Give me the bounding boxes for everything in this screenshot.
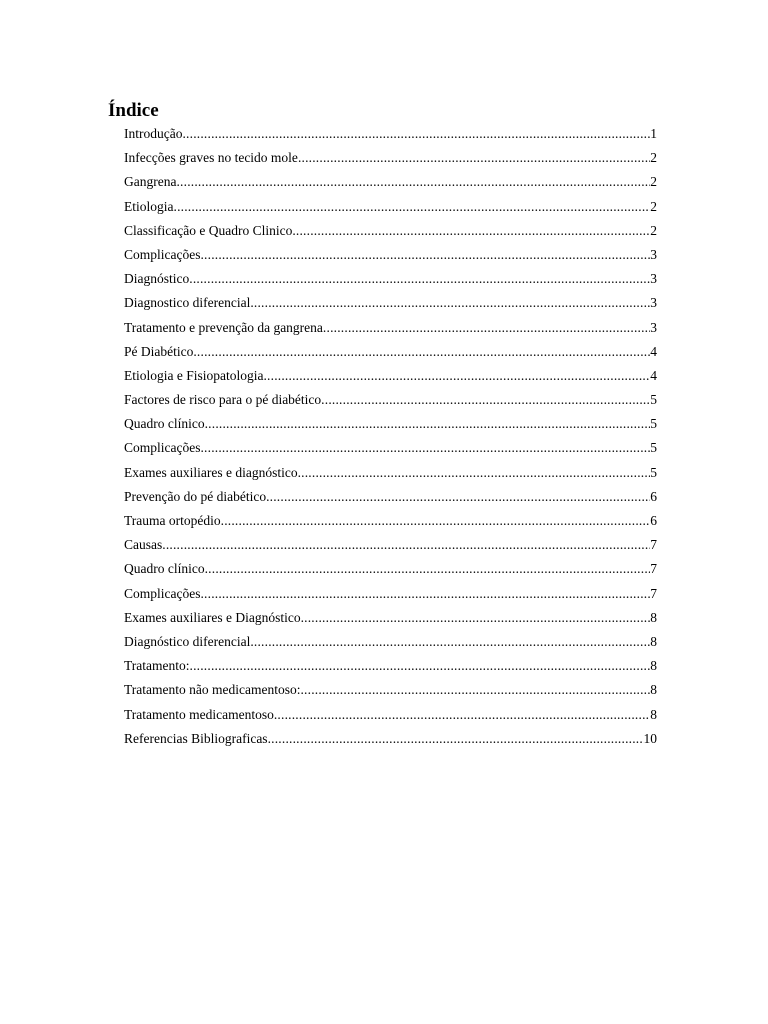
- toc-entry-label: Gangrena: [124, 174, 177, 190]
- toc-dot-leader: [182, 122, 650, 146]
- toc-entry-label: Complicações: [124, 585, 201, 601]
- toc-entry-page-number: 3: [650, 319, 657, 335]
- toc-dot-leader: [193, 340, 650, 364]
- toc-entry-label: Exames auxiliares e Diagnóstico: [124, 609, 301, 625]
- toc-entry[interactable]: [124, 606, 657, 630]
- toc-dot-leader: [301, 606, 651, 630]
- toc-entry-label: Factores de risco para o pé diabético: [124, 392, 322, 408]
- toc-dot-leader: [205, 412, 651, 436]
- toc-entry[interactable]: [124, 727, 657, 751]
- toc-dot-leader: [162, 533, 650, 557]
- toc-entry-page-number: 6: [650, 513, 657, 528]
- toc-entry-page-number: 8: [650, 609, 657, 625]
- toc-entry[interactable]: [124, 340, 657, 364]
- toc-entry-page-number: 1: [650, 126, 657, 141]
- toc-entry-label: Infecções graves no tecido mole: [124, 150, 298, 166]
- toc-entry-page-number: 8: [650, 706, 657, 722]
- toc-entry-page-number: 4: [650, 367, 657, 383]
- toc-dot-leader: [221, 509, 651, 533]
- toc-dot-leader: [200, 243, 650, 267]
- toc-entry-page-number: 2: [650, 222, 657, 238]
- toc-entry-page-number: 2: [650, 150, 657, 166]
- toc-entry-page-number: 10: [643, 730, 657, 746]
- toc-dot-leader: [200, 582, 650, 606]
- toc-entry[interactable]: [124, 654, 657, 678]
- toc-entry-label: Etiologia e Fisiopatologia: [124, 367, 264, 383]
- toc-entry[interactable]: [124, 267, 657, 291]
- toc-entry-page-number: 5: [650, 464, 657, 480]
- toc-entry-label: Trauma ortopédio: [124, 513, 221, 528]
- toc-entry-label: Tratamento não medicamentoso:: [124, 682, 301, 698]
- toc-entry[interactable]: [124, 630, 657, 654]
- toc-entry-page-number: 3: [650, 246, 657, 262]
- toc-entry[interactable]: [124, 678, 657, 702]
- toc-entry[interactable]: [124, 219, 657, 243]
- toc-dot-leader: [274, 703, 650, 727]
- toc-entry[interactable]: [124, 509, 657, 533]
- toc-entry[interactable]: [124, 436, 657, 460]
- toc-entry[interactable]: [124, 364, 657, 388]
- toc-entry[interactable]: [124, 243, 657, 267]
- toc-entry-page-number: 8: [650, 682, 657, 698]
- toc-entry-label: Pé Diabético: [124, 343, 194, 359]
- toc-dot-leader: [190, 654, 651, 678]
- toc-dot-leader: [266, 485, 650, 509]
- toc-dot-leader: [298, 461, 651, 485]
- toc-entry-page-number: 4: [650, 343, 657, 359]
- toc-entry[interactable]: [124, 557, 657, 581]
- toc-entry-label: Quadro clínico: [124, 561, 205, 577]
- toc-entry-label: Referencias Bibliograficas: [124, 730, 268, 746]
- toc-dot-leader: [200, 436, 650, 460]
- toc-entry-label: Tratamento:: [124, 658, 190, 674]
- toc-entry[interactable]: [124, 170, 657, 194]
- toc-entry-page-number: 7: [650, 537, 657, 553]
- toc-title: Índice: [108, 100, 159, 121]
- toc-entry-page-number: 2: [650, 174, 657, 190]
- toc-entry-label: Complicações: [124, 440, 201, 456]
- toc-entry-label: Classificação e Quadro Clinico: [124, 222, 293, 238]
- toc-dot-leader: [298, 146, 650, 170]
- toc-entry-page-number: 7: [650, 585, 657, 601]
- toc-entry-page-number: 8: [650, 658, 657, 674]
- toc-entry-page-number: 7: [650, 561, 657, 577]
- toc-entry[interactable]: [124, 291, 657, 315]
- toc-dot-leader: [321, 388, 650, 412]
- toc-dot-leader: [176, 170, 650, 194]
- toc-entry-label: Introdução: [124, 126, 183, 141]
- toc-dot-leader: [263, 364, 650, 388]
- toc-entry[interactable]: [124, 316, 657, 340]
- toc-list: [124, 122, 657, 751]
- toc-entry[interactable]: [124, 485, 657, 509]
- toc-entry[interactable]: [124, 388, 657, 412]
- toc-entry-page-number: 5: [650, 392, 657, 408]
- toc-entry-page-number: 6: [650, 488, 657, 504]
- toc-dot-leader: [205, 557, 651, 581]
- toc-entry-page-number: 8: [650, 633, 657, 649]
- toc-entry[interactable]: [124, 122, 657, 146]
- toc-entry[interactable]: [124, 582, 657, 606]
- toc-entry-page-number: 3: [650, 271, 657, 287]
- toc-dot-leader: [268, 727, 644, 751]
- toc-entry-page-number: 2: [650, 198, 657, 214]
- toc-entry-label: Etiologia: [124, 198, 174, 214]
- toc-dot-leader: [300, 678, 650, 702]
- toc-entry[interactable]: [124, 533, 657, 557]
- toc-entry-page-number: 3: [650, 295, 657, 311]
- toc-entry[interactable]: [124, 703, 657, 727]
- toc-entry-label: Diagnóstico diferencial: [124, 633, 251, 649]
- toc-dot-leader: [189, 267, 650, 291]
- toc-entry-label: Tratamento e prevenção da gangrena: [124, 319, 323, 335]
- toc-entry-label: Causas: [124, 537, 163, 553]
- toc-entry[interactable]: [124, 461, 657, 485]
- toc-entry-label: Diagnóstico: [124, 271, 190, 287]
- toc-entry-label: Prevenção do pé diabético: [124, 488, 267, 504]
- toc-dot-leader: [174, 195, 651, 219]
- toc-entry-label: Tratamento medicamentoso: [124, 706, 274, 722]
- toc-entry-label: Diagnostico diferencial: [124, 295, 251, 311]
- toc-entry[interactable]: [124, 146, 657, 170]
- toc-entry-label: Exames auxiliares e diagnóstico: [124, 464, 298, 480]
- toc-entry[interactable]: [124, 412, 657, 436]
- toc-dot-leader: [323, 316, 650, 340]
- toc-entry-page-number: 5: [650, 440, 657, 456]
- toc-entry-page-number: 5: [650, 416, 657, 432]
- toc-entry-label: Complicações: [124, 246, 201, 262]
- toc-dot-leader: [250, 291, 650, 315]
- toc-entry-label: Quadro clínico: [124, 416, 205, 432]
- toc-entry[interactable]: [124, 195, 657, 219]
- toc-dot-leader: [250, 630, 650, 654]
- toc-dot-leader: [292, 219, 650, 243]
